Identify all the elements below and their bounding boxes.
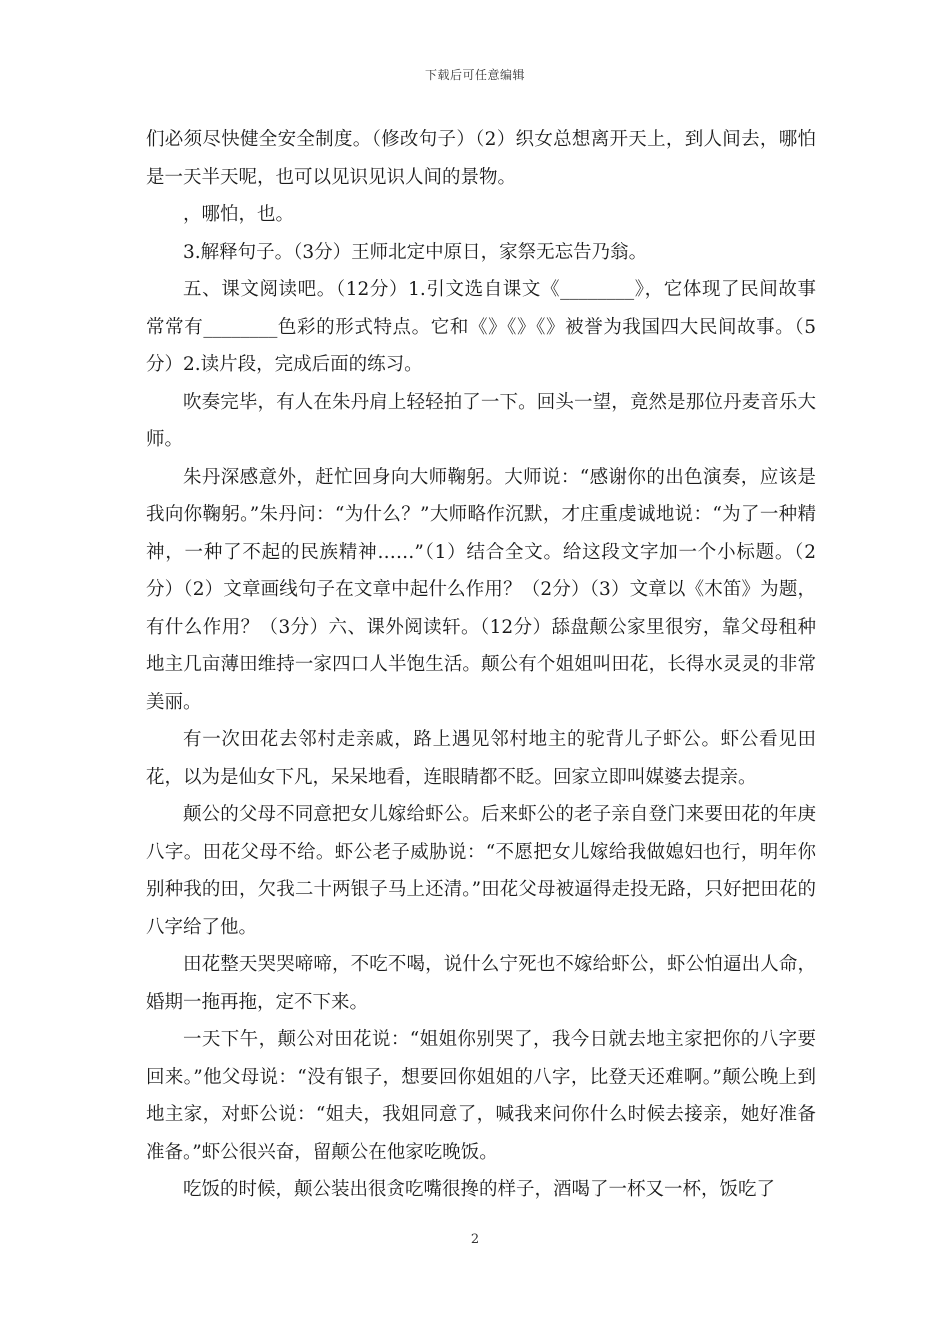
paragraph: 吃饭的时候，颠公装出很贪吃嘴很搀的样子，酒喝了一杯又一杯，饭吃了 [183, 1179, 776, 1200]
paragraph: ，哪怕，也。 [183, 204, 295, 225]
document-body [146, 121, 816, 1209]
paragraph: 吹奏完毕，有人在朱丹肩上轻轻拍了一下。回头一望，竟然是那位丹麦音乐大师。 [146, 391, 816, 450]
paragraph: 3.解释句子。（3分）王师北定中原日，家祭无忘告乃翁。 [183, 241, 648, 263]
paragraph: 五、课文阅读吧。（12分）1.引文选自课文《________》，它体现了民间故事常常有________色彩的形式特点。它和《》《》《》被誉为我国四大民间故事。（5分）2.读片段，完成后面的练习。 [146, 279, 816, 375]
paragraph: 田花整天哭哭啼啼，不吃不喝，说什么宁死也不嫁给虾公，虾公怕逼出人命，婚期一拖再拖，定不下来。 [146, 954, 816, 1013]
paragraph: 有一次田花去邻村走亲戚，路上遇见邻村地主的驼背儿子虾公。虾公看见田花，以为是仙女下凡，呆呆地看，连眼睛都不眨。回家立即叫媒婆去提亲。 [146, 729, 816, 788]
page-number: 2 [470, 1232, 480, 1247]
paragraph: 们必须尽快健全安全制度。（修改句子）（2）织女总想离开天上，到人间去，哪怕是一天半天呢，也可以见识见识人间的景物。 [146, 129, 816, 188]
paragraph: 一天下午，颠公对田花说：“姐姐你别哭了，我今日就去地主家把你的八字要回来。”他父母说：“没有银子，想要回你姐姐的八字，比登天还难啊。”颠公晚上到地主家，对虾公说：“姐夫，我姐同意了，喊我来问你什么时候去接亲，她好准备准备。”虾公很兴奋，留颠公在他家吃晚饭。 [146, 1029, 816, 1163]
paragraph: 颠公的父母不同意把女儿嫁给虾公。后来虾公的老子亲自登门来要田花的年庚八字。田花父母不给。虾公老子威胁说：“不愿把女儿嫁给我做媳妇也行，明年你别种我的田，欠我二十两银子马上还清。”田花父母被逼得走投无路，只好把田花的八字给了他。 [146, 804, 816, 938]
paragraph: 朱丹深感意外，赶忙回身向大师鞠躬。大师说：“感谢你的出色演奏，应该是我向你鞠躬。”朱丹问：“为什么？”大师略作沉默，才庄重虔诚地说：“为了一种精神，一种了不起的民族精神……”（1）结合全文。给这段文字加一个小标题。（2分）（2）文章画线句子在文章中起什么作用？（2分）（3）文章以《木笛》为题，有什么作用？（3分）六、课外阅读轩。（12分）舔盘颠公家里很穷，靠父母租种地主几亩薄田维持一家四口人半饱生活。颠公有个姐姐叫田花，长得水灵灵的非常美丽。 [146, 466, 816, 713]
page-header: 下载后可任意编辑 [424, 68, 525, 82]
